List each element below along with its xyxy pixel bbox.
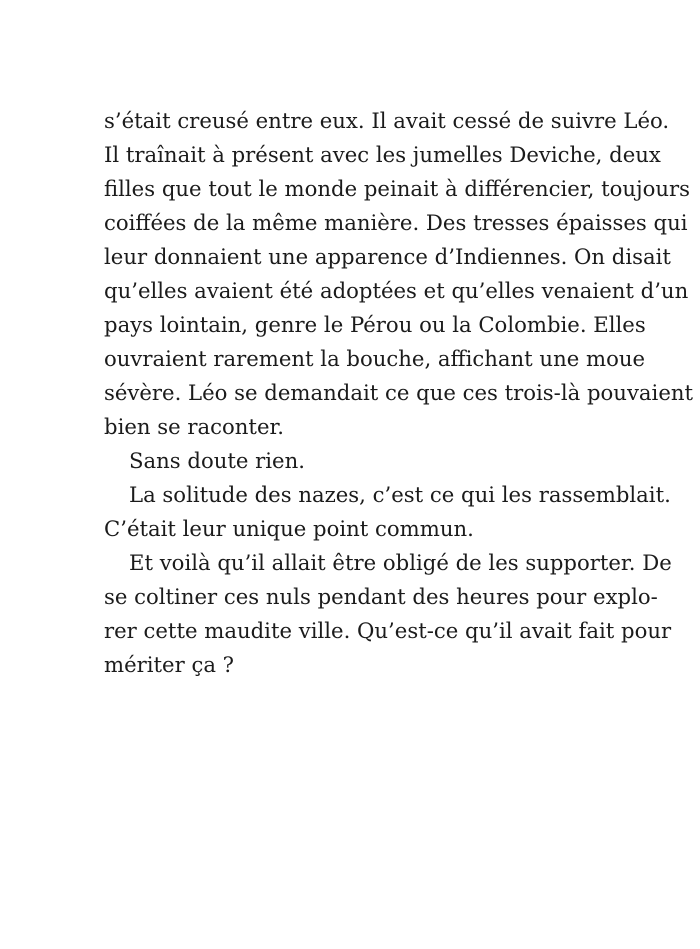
- text-line: ouvraient rarement la bouche, affichant une moue: [104, 346, 646, 371]
- text-line: C’était leur unique point commun.: [104, 516, 474, 541]
- text-line: La solitude des nazes, c’est ce qui les rassemblait.: [129, 482, 671, 507]
- text-line: qu’elles avaient été adoptées et qu’elles venaient d’un: [104, 278, 689, 303]
- text-line: bien se raconter.: [104, 414, 285, 439]
- text-line: filles que tout le monde peinait à différencier, toujours: [104, 176, 690, 201]
- text-line: s’était creusé entre eux. Il avait cessé de suivre Léo.: [104, 108, 670, 133]
- body-text: [104, 104, 694, 682]
- text-line: se coltiner ces nuls pendant des heures pour explo-: [104, 584, 658, 609]
- text-line: coiffées de la même manière. Des tresses épaisses qui: [104, 210, 688, 235]
- text-line: rer cette maudite ville. Qu’est-ce qu’il avait fait pour: [104, 618, 672, 643]
- text-line: mériter ça ?: [104, 652, 235, 677]
- text-line: leur donnaient une apparence d’Indiennes. On disait: [104, 244, 671, 269]
- text-line: sévère. Léo se demandait ce que ces trois-là pouvaient: [104, 380, 694, 405]
- text-line: Sans doute rien.: [129, 448, 305, 473]
- text-line: Il traînait à présent avec les jumelles Deviche, deux: [104, 142, 661, 167]
- text-line: pays lointain, genre le Pérou ou la Colombie. Elles: [104, 312, 646, 337]
- text-line: Et voilà qu’il allait être obligé de les supporter. De: [129, 550, 672, 575]
